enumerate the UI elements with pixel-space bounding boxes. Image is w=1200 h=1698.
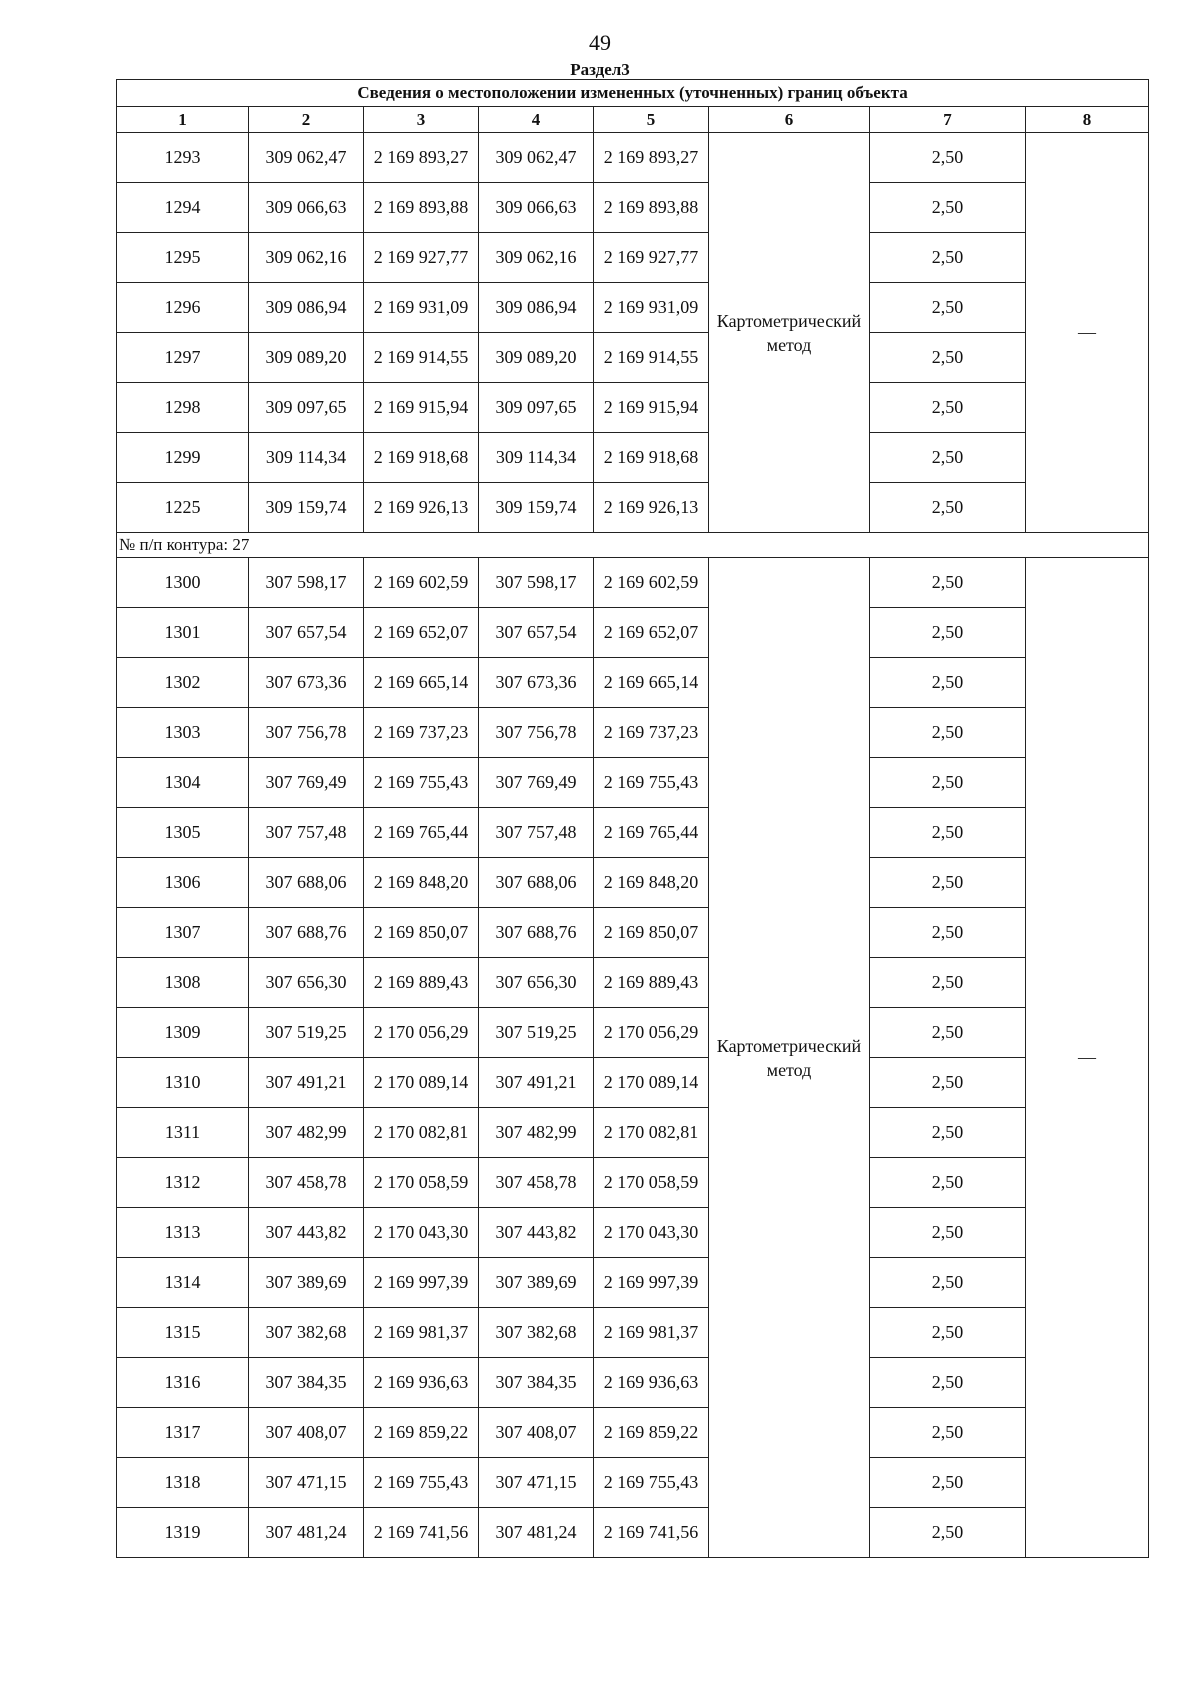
x-refined-cell: 307 688,06	[479, 858, 594, 908]
accuracy-cell: 2,50	[870, 483, 1026, 533]
y-refined-cell: 2 169 893,88	[594, 183, 709, 233]
point-number-cell: 1309	[117, 1008, 249, 1058]
x-refined-cell: 309 159,74	[479, 483, 594, 533]
x-existing-cell: 307 384,35	[249, 1358, 364, 1408]
y-existing-cell: 2 169 893,88	[364, 183, 479, 233]
x-refined-cell: 309 114,34	[479, 433, 594, 483]
x-existing-cell: 309 089,20	[249, 333, 364, 383]
point-number-cell: 1311	[117, 1108, 249, 1158]
x-existing-cell: 307 757,48	[249, 808, 364, 858]
accuracy-cell: 2,50	[870, 1158, 1026, 1208]
table-row	[117, 233, 1149, 283]
table-row	[117, 958, 1149, 1008]
table-row	[117, 283, 1149, 333]
table-row	[117, 183, 1149, 233]
x-refined-cell: 307 673,36	[479, 658, 594, 708]
y-existing-cell: 2 169 665,14	[364, 658, 479, 708]
point-number-cell: 1296	[117, 283, 249, 333]
x-existing-cell: 307 382,68	[249, 1308, 364, 1358]
y-existing-cell: 2 169 914,55	[364, 333, 479, 383]
description-cell: —	[1026, 133, 1149, 533]
point-number-cell: 1294	[117, 183, 249, 233]
column-header: 3	[364, 107, 479, 133]
y-existing-cell: 2 169 737,23	[364, 708, 479, 758]
point-number-cell: 1299	[117, 433, 249, 483]
y-existing-cell: 2 169 981,37	[364, 1308, 479, 1358]
y-refined-cell: 2 169 981,37	[594, 1308, 709, 1358]
table-row	[117, 1108, 1149, 1158]
y-refined-cell: 2 169 652,07	[594, 608, 709, 658]
x-refined-cell: 307 408,07	[479, 1408, 594, 1458]
y-refined-cell: 2 169 602,59	[594, 558, 709, 608]
table-row	[117, 333, 1149, 383]
contour-label: № п/п контура: 27	[117, 533, 1149, 558]
x-refined-cell: 307 384,35	[479, 1358, 594, 1408]
point-number-cell: 1313	[117, 1208, 249, 1258]
table-row	[117, 608, 1149, 658]
table-row	[117, 908, 1149, 958]
y-refined-cell: 2 169 848,20	[594, 858, 709, 908]
y-refined-cell: 2 169 737,23	[594, 708, 709, 758]
y-existing-cell: 2 169 889,43	[364, 958, 479, 1008]
column-header: 7	[870, 107, 1026, 133]
x-refined-cell: 307 598,17	[479, 558, 594, 608]
accuracy-cell: 2,50	[870, 133, 1026, 183]
table-row	[117, 808, 1149, 858]
x-refined-cell: 307 471,15	[479, 1458, 594, 1508]
y-refined-cell: 2 170 056,29	[594, 1008, 709, 1058]
table-row	[117, 1508, 1149, 1558]
y-existing-cell: 2 170 056,29	[364, 1008, 479, 1058]
x-existing-cell: 309 114,34	[249, 433, 364, 483]
point-number-cell: 1307	[117, 908, 249, 958]
method-cell: Картометрический метод	[709, 133, 870, 533]
table-row	[117, 483, 1149, 533]
accuracy-cell: 2,50	[870, 658, 1026, 708]
accuracy-cell: 2,50	[870, 758, 1026, 808]
x-existing-cell: 307 688,06	[249, 858, 364, 908]
table-row	[117, 133, 1149, 183]
y-refined-cell: 2 170 089,14	[594, 1058, 709, 1108]
y-existing-cell: 2 169 755,43	[364, 758, 479, 808]
point-number-cell: 1316	[117, 1358, 249, 1408]
x-existing-cell: 309 062,47	[249, 133, 364, 183]
y-existing-cell: 2 169 936,63	[364, 1358, 479, 1408]
x-refined-cell: 307 656,30	[479, 958, 594, 1008]
table-row	[117, 1008, 1149, 1058]
table-row	[117, 558, 1149, 608]
x-existing-cell: 307 482,99	[249, 1108, 364, 1158]
y-existing-cell: 2 170 043,30	[364, 1208, 479, 1258]
point-number-cell: 1315	[117, 1308, 249, 1358]
x-existing-cell: 307 408,07	[249, 1408, 364, 1458]
x-existing-cell: 307 656,30	[249, 958, 364, 1008]
x-existing-cell: 307 769,49	[249, 758, 364, 808]
point-number-cell: 1312	[117, 1158, 249, 1208]
point-number-cell: 1318	[117, 1458, 249, 1508]
x-existing-cell: 309 086,94	[249, 283, 364, 333]
table-row	[117, 433, 1149, 483]
x-refined-cell: 309 062,47	[479, 133, 594, 183]
x-refined-cell: 307 519,25	[479, 1008, 594, 1058]
x-existing-cell: 307 481,24	[249, 1508, 364, 1558]
x-existing-cell: 307 756,78	[249, 708, 364, 758]
x-refined-cell: 309 086,94	[479, 283, 594, 333]
point-number-cell: 1301	[117, 608, 249, 658]
x-existing-cell: 307 471,15	[249, 1458, 364, 1508]
accuracy-cell: 2,50	[870, 558, 1026, 608]
point-number-cell: 1314	[117, 1258, 249, 1308]
point-number-cell: 1303	[117, 708, 249, 758]
x-existing-cell: 307 657,54	[249, 608, 364, 658]
y-refined-cell: 2 170 058,59	[594, 1158, 709, 1208]
point-number-cell: 1310	[117, 1058, 249, 1108]
x-refined-cell: 307 443,82	[479, 1208, 594, 1258]
point-number-cell: 1300	[117, 558, 249, 608]
x-refined-cell: 309 066,63	[479, 183, 594, 233]
y-refined-cell: 2 169 931,09	[594, 283, 709, 333]
y-existing-cell: 2 169 602,59	[364, 558, 479, 608]
x-refined-cell: 307 389,69	[479, 1258, 594, 1308]
accuracy-cell: 2,50	[870, 333, 1026, 383]
x-refined-cell: 307 382,68	[479, 1308, 594, 1358]
table-row	[117, 1358, 1149, 1408]
accuracy-cell: 2,50	[870, 1058, 1026, 1108]
y-refined-cell: 2 169 889,43	[594, 958, 709, 1008]
accuracy-cell: 2,50	[870, 908, 1026, 958]
coordinates-table	[116, 79, 1149, 1558]
y-existing-cell: 2 169 859,22	[364, 1408, 479, 1458]
x-existing-cell: 307 519,25	[249, 1008, 364, 1058]
description-cell: —	[1026, 558, 1149, 1558]
x-refined-cell: 309 097,65	[479, 383, 594, 433]
table-row	[117, 1458, 1149, 1508]
x-refined-cell: 307 757,48	[479, 808, 594, 858]
accuracy-cell: 2,50	[870, 1308, 1026, 1358]
point-number-cell: 1317	[117, 1408, 249, 1458]
y-existing-cell: 2 170 089,14	[364, 1058, 479, 1108]
y-existing-cell: 2 169 931,09	[364, 283, 479, 333]
y-existing-cell: 2 169 755,43	[364, 1458, 479, 1508]
table-row	[117, 1308, 1149, 1358]
x-existing-cell: 309 159,74	[249, 483, 364, 533]
y-existing-cell: 2 169 652,07	[364, 608, 479, 658]
point-number-cell: 1306	[117, 858, 249, 908]
table-title: Сведения о местоположении измененных (уточненных) границ объекта	[117, 80, 1149, 107]
y-existing-cell: 2 169 848,20	[364, 858, 479, 908]
x-refined-cell: 307 491,21	[479, 1058, 594, 1108]
table-row	[117, 658, 1149, 708]
y-refined-cell: 2 169 997,39	[594, 1258, 709, 1308]
x-existing-cell: 307 389,69	[249, 1258, 364, 1308]
x-existing-cell: 307 458,78	[249, 1158, 364, 1208]
point-number-cell: 1225	[117, 483, 249, 533]
y-existing-cell: 2 169 893,27	[364, 133, 479, 183]
point-number-cell: 1298	[117, 383, 249, 433]
accuracy-cell: 2,50	[870, 1358, 1026, 1408]
column-header: 1	[117, 107, 249, 133]
accuracy-cell: 2,50	[870, 183, 1026, 233]
point-number-cell: 1297	[117, 333, 249, 383]
accuracy-cell: 2,50	[870, 1458, 1026, 1508]
x-refined-cell: 309 089,20	[479, 333, 594, 383]
x-existing-cell: 307 688,76	[249, 908, 364, 958]
accuracy-cell: 2,50	[870, 858, 1026, 908]
point-number-cell: 1308	[117, 958, 249, 1008]
x-existing-cell: 307 443,82	[249, 1208, 364, 1258]
y-refined-cell: 2 169 927,77	[594, 233, 709, 283]
accuracy-cell: 2,50	[870, 1258, 1026, 1308]
y-existing-cell: 2 169 741,56	[364, 1508, 479, 1558]
y-existing-cell: 2 169 927,77	[364, 233, 479, 283]
table-row	[117, 1158, 1149, 1208]
y-existing-cell: 2 169 850,07	[364, 908, 479, 958]
y-refined-cell: 2 169 859,22	[594, 1408, 709, 1458]
accuracy-cell: 2,50	[870, 1208, 1026, 1258]
point-number-cell: 1293	[117, 133, 249, 183]
accuracy-cell: 2,50	[870, 708, 1026, 758]
contour-row	[117, 533, 1149, 558]
page-number: 49	[589, 30, 611, 55]
x-existing-cell: 309 062,16	[249, 233, 364, 283]
accuracy-cell: 2,50	[870, 1108, 1026, 1158]
table-row	[117, 1208, 1149, 1258]
column-header: 2	[249, 107, 364, 133]
column-header: 8	[1026, 107, 1149, 133]
y-existing-cell: 2 169 765,44	[364, 808, 479, 858]
accuracy-cell: 2,50	[870, 283, 1026, 333]
point-number-cell: 1295	[117, 233, 249, 283]
y-refined-cell: 2 169 665,14	[594, 658, 709, 708]
point-number-cell: 1304	[117, 758, 249, 808]
table-row	[117, 1258, 1149, 1308]
table-row	[117, 383, 1149, 433]
y-refined-cell: 2 169 915,94	[594, 383, 709, 433]
point-number-cell: 1319	[117, 1508, 249, 1558]
x-existing-cell: 309 097,65	[249, 383, 364, 433]
accuracy-cell: 2,50	[870, 433, 1026, 483]
y-existing-cell: 2 170 082,81	[364, 1108, 479, 1158]
y-existing-cell: 2 169 915,94	[364, 383, 479, 433]
y-refined-cell: 2 169 926,13	[594, 483, 709, 533]
accuracy-cell: 2,50	[870, 958, 1026, 1008]
x-refined-cell: 309 062,16	[479, 233, 594, 283]
y-refined-cell: 2 169 893,27	[594, 133, 709, 183]
column-header: 5	[594, 107, 709, 133]
accuracy-cell: 2,50	[870, 1508, 1026, 1558]
x-existing-cell: 307 598,17	[249, 558, 364, 608]
y-refined-cell: 2 169 918,68	[594, 433, 709, 483]
accuracy-cell: 2,50	[870, 1408, 1026, 1458]
y-refined-cell: 2 170 082,81	[594, 1108, 709, 1158]
y-refined-cell: 2 169 755,43	[594, 1458, 709, 1508]
y-refined-cell: 2 169 765,44	[594, 808, 709, 858]
point-number-cell: 1302	[117, 658, 249, 708]
method-cell: Картометрический метод	[709, 558, 870, 1558]
accuracy-cell: 2,50	[870, 383, 1026, 433]
column-header: 4	[479, 107, 594, 133]
x-refined-cell: 307 769,49	[479, 758, 594, 808]
x-existing-cell: 307 491,21	[249, 1058, 364, 1108]
x-refined-cell: 307 756,78	[479, 708, 594, 758]
table-row	[117, 858, 1149, 908]
x-refined-cell: 307 458,78	[479, 1158, 594, 1208]
table-row	[117, 708, 1149, 758]
table-row	[117, 1408, 1149, 1458]
point-number-cell: 1305	[117, 808, 249, 858]
x-existing-cell: 309 066,63	[249, 183, 364, 233]
y-existing-cell: 2 170 058,59	[364, 1158, 479, 1208]
table-row	[117, 758, 1149, 808]
x-existing-cell: 307 673,36	[249, 658, 364, 708]
column-header: 6	[709, 107, 870, 133]
x-refined-cell: 307 688,76	[479, 908, 594, 958]
accuracy-cell: 2,50	[870, 808, 1026, 858]
y-refined-cell: 2 169 741,56	[594, 1508, 709, 1558]
x-refined-cell: 307 657,54	[479, 608, 594, 658]
y-existing-cell: 2 169 918,68	[364, 433, 479, 483]
y-refined-cell: 2 169 850,07	[594, 908, 709, 958]
table-row	[117, 1058, 1149, 1108]
y-existing-cell: 2 169 926,13	[364, 483, 479, 533]
accuracy-cell: 2,50	[870, 608, 1026, 658]
y-refined-cell: 2 169 936,63	[594, 1358, 709, 1408]
accuracy-cell: 2,50	[870, 1008, 1026, 1058]
y-refined-cell: 2 169 914,55	[594, 333, 709, 383]
accuracy-cell: 2,50	[870, 233, 1026, 283]
y-existing-cell: 2 169 997,39	[364, 1258, 479, 1308]
y-refined-cell: 2 170 043,30	[594, 1208, 709, 1258]
x-refined-cell: 307 482,99	[479, 1108, 594, 1158]
y-refined-cell: 2 169 755,43	[594, 758, 709, 808]
section-title: Раздел3	[570, 60, 630, 79]
x-refined-cell: 307 481,24	[479, 1508, 594, 1558]
